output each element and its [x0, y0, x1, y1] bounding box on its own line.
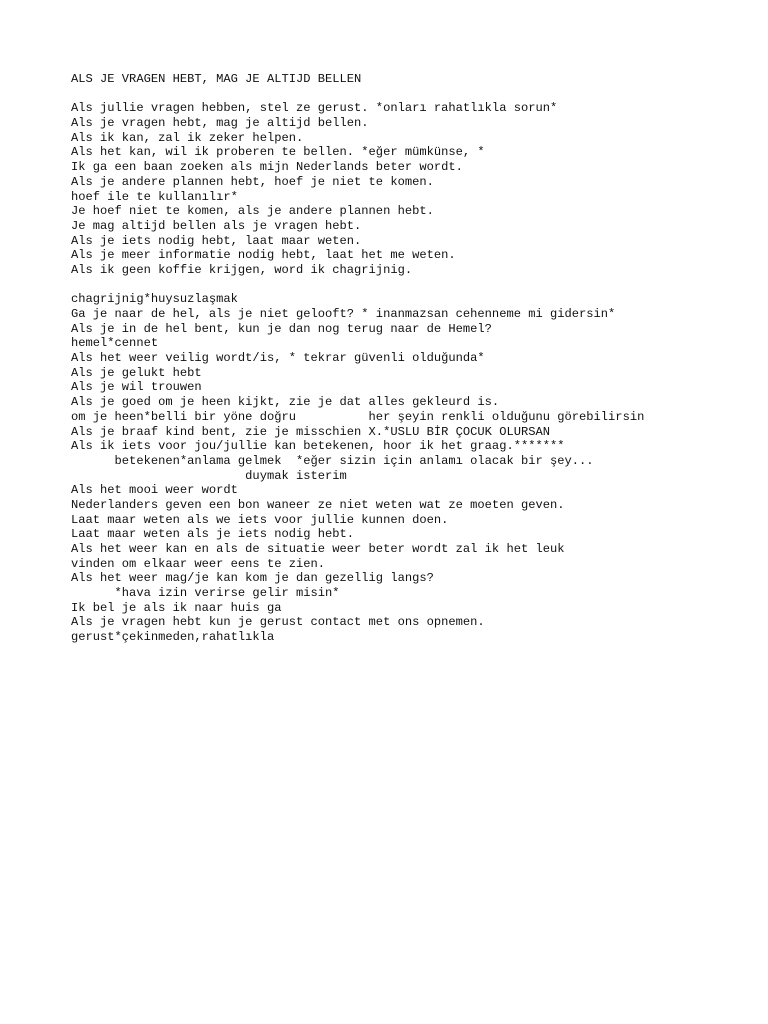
text-line: Als het weer mag/je kan kom je dan gezellig langs? — [71, 571, 434, 586]
text-line: Ga je naar de hel, als je niet gelooft? * inanmazsan cehenneme mi gidersin* — [71, 307, 616, 321]
text-line: Als het mooi weer wordt — [71, 483, 238, 498]
document-title: ALS JE VRAGEN HEBT, MAG JE ALTIJD BELLEN — [71, 72, 362, 86]
text-line: Laat maar weten als we iets voor jullie kunnen doen. — [71, 512, 449, 527]
text-line: Als je braaf kind bent, zie je misschien X.*USLU BİR ÇOCUK OLURSAN — [71, 424, 550, 439]
text-line: Ik ga een baan zoeken als mijn Nederlands beter wordt. — [71, 160, 463, 175]
text-line: Je hoef niet te komen, als je andere plannen hebt. — [71, 204, 434, 219]
document-body — [71, 72, 751, 645]
text-line: Laat maar weten als je iets nodig hebt. — [71, 527, 355, 542]
text-line: Nederlanders geven een bon waneer ze niet weten wat ze moeten geven. — [71, 497, 565, 512]
text-line: Als je gelukt hebt — [71, 365, 202, 380]
text-line: Als je iets nodig hebt, laat maar weten. — [71, 233, 362, 248]
text-line: Als jullie vragen hebben, stel ze gerust. *onları rahatlıkla sorun* — [71, 101, 558, 116]
blank-line — [71, 278, 751, 293]
text-line: Als het kan, wil ik proberen te bellen. *eğer mümkünse, * — [71, 145, 485, 160]
text-line: Ik bel je als ik naar huis ga — [71, 600, 282, 615]
text-line: gerust*çekinmeden,rahatlıkla — [71, 630, 275, 645]
paragraph-block-2 — [71, 292, 751, 645]
text-line: hoef ile te kullanılır* — [71, 189, 238, 204]
text-line: betekenen*anlama gelmek *eğer sizin için anlamı olacak bir şey... — [71, 453, 594, 468]
text-line: hemel*cennet — [71, 336, 159, 351]
text-line: Als je wil trouwen — [71, 380, 202, 395]
text-line: duymak isterim — [71, 468, 347, 483]
text-line: chagrijnig*huysuzlaşmak — [71, 292, 238, 307]
text-line: Als je goed om je heen kijkt, zie je dat alles gekleurd is. — [71, 395, 500, 410]
text-line: Als je meer informatie nodig hebt, laat het me weten. — [71, 248, 456, 263]
text-line: Je mag altijd bellen als je vragen hebt. — [71, 218, 362, 233]
text-line: om je heen*belli bir yöne doğru her şeyin renkli olduğunu görebilirsin — [71, 409, 645, 424]
text-line: Als je vragen hebt kun je gerust contact met ons opnemen. — [71, 615, 485, 630]
text-line: Als ik iets voor jou/jullie kan betekenen, hoor ik het graag.******* — [71, 439, 565, 454]
blank-line — [71, 87, 751, 102]
text-line: Als het weer kan en als de situatie weer beter wordt zal ik het leuk — [71, 542, 565, 556]
text-line: Als het weer veilig wordt/is, * tekrar güvenli olduğunda* — [71, 351, 485, 366]
text-line: Als ik kan, zal ik zeker helpen. — [71, 130, 304, 145]
text-line: *hava izin verirse gelir misin* — [71, 586, 340, 601]
text-line: Als je andere plannen hebt, hoef je niet te komen. — [71, 174, 434, 189]
text-line: vinden om elkaar weer eens te zien. — [71, 556, 326, 571]
paragraph-block-1 — [71, 101, 751, 277]
text-line: Als ik geen koffie krijgen, word ik chagrijnig. — [71, 262, 413, 277]
text-line: Als je vragen hebt, mag je altijd bellen. — [71, 116, 369, 131]
text-line: Als je in de hel bent, kun je dan nog terug naar de Hemel? — [71, 321, 492, 336]
